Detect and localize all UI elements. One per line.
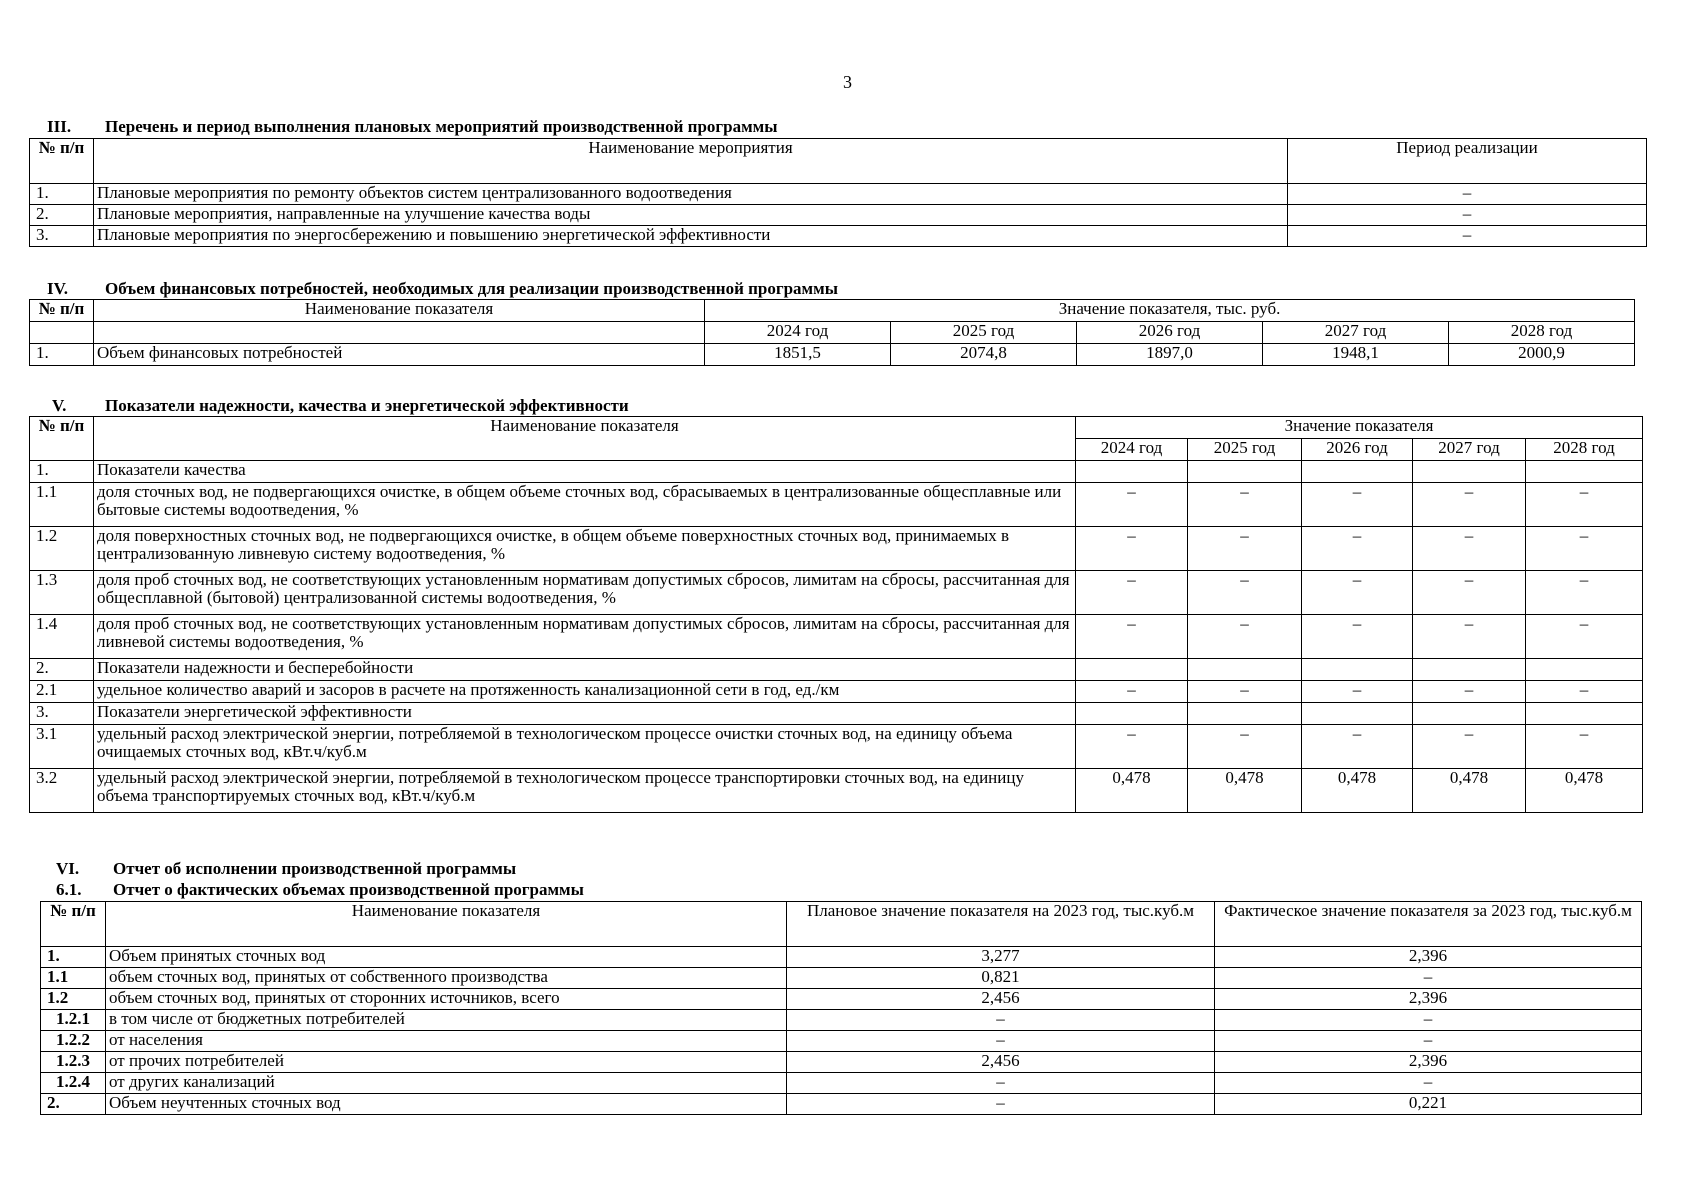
- row-no: 3.2: [30, 769, 94, 813]
- row-no: 1.: [30, 344, 94, 366]
- year-header: 2026 год: [1077, 322, 1263, 344]
- row-no: 2.1: [30, 681, 94, 703]
- row-value: [1526, 461, 1643, 483]
- year-header: 2025 год: [891, 322, 1077, 344]
- row-value: –: [1302, 483, 1413, 527]
- section-4-heading: [47, 279, 838, 298]
- row-no: 1.2: [41, 989, 106, 1010]
- row-value: –: [1526, 483, 1643, 527]
- row-value: 1897,0: [1077, 344, 1263, 366]
- row-name: удельный расход электрической энергии, потребляемой в технологическом процессе очистки сточных вод, на единицу объема очищаемых сточных вод, кВт.ч/куб.м: [94, 725, 1076, 769]
- header-no: № п/п: [30, 139, 94, 184]
- table-row: [30, 769, 1643, 813]
- row-name: доля проб сточных вод, не соответствующих установленным нормативам допустимых сбросов, лимитам на сбросы, рассчитанная для общесплавной (бытовой) централизованной системы водоотведения, %: [94, 571, 1076, 615]
- row-name: доля поверхностных сточных вод, не подвергающихся очистке, в общем объеме поверхностных сточных вод, принимаемых в централизованную ливневую систему водоотведения, %: [94, 527, 1076, 571]
- table-header-row: [30, 417, 1643, 439]
- row-fact: –: [1215, 1031, 1642, 1052]
- row-value: [1302, 703, 1413, 725]
- header-name: Наименование показателя: [106, 902, 787, 947]
- section-6-heading: [56, 859, 517, 878]
- year-header: 2024 год: [1076, 439, 1188, 461]
- row-value: 2000,9: [1449, 344, 1635, 366]
- row-name: объем сточных вод, принятых от собственного производства: [106, 968, 787, 989]
- header-period: Период реализации: [1288, 139, 1647, 184]
- row-value: 0,478: [1413, 769, 1526, 813]
- row-value: –: [1413, 571, 1526, 615]
- table-row: [30, 571, 1643, 615]
- table-row: [30, 659, 1643, 681]
- header-no-cont: [30, 322, 94, 344]
- section-5-table: [29, 416, 1643, 813]
- row-value: [1076, 659, 1188, 681]
- header-value: Значение показателя: [1076, 417, 1643, 439]
- row-plan: –: [787, 1094, 1215, 1115]
- row-value: –: [1413, 483, 1526, 527]
- row-no: 1.3: [30, 571, 94, 615]
- row-name: от других канализаций: [106, 1073, 787, 1094]
- row-no: 1.: [41, 947, 106, 968]
- row-name: Показатели надежности и бесперебойности: [94, 659, 1076, 681]
- row-fact: –: [1215, 968, 1642, 989]
- section-6-1-title: Отчет о фактических объемах производственной программы: [113, 880, 584, 899]
- row-value: –: [1302, 571, 1413, 615]
- row-name: Объем принятых сточных вод: [106, 947, 787, 968]
- year-header: 2024 год: [705, 322, 891, 344]
- year-header: 2025 год: [1188, 439, 1302, 461]
- row-value: [1076, 703, 1188, 725]
- table-row: [41, 1094, 1642, 1115]
- table-row: [30, 681, 1643, 703]
- row-name: Показатели энергетической эффективности: [94, 703, 1076, 725]
- section-5-number: V.: [52, 396, 67, 415]
- row-name: удельное количество аварий и засоров в расчете на протяженность канализационной сети в год, ед./км: [94, 681, 1076, 703]
- row-name: Плановые мероприятия по энергосбережению и повышению энергетической эффективности: [94, 226, 1288, 247]
- row-value: –: [1413, 615, 1526, 659]
- row-plan: 3,277: [787, 947, 1215, 968]
- row-fact: 2,396: [1215, 989, 1642, 1010]
- row-value: –: [1188, 527, 1302, 571]
- table-row: [30, 344, 1635, 366]
- section-3-table: [29, 138, 1647, 247]
- section-3-number: III.: [47, 117, 72, 136]
- page-number: 3: [843, 72, 852, 92]
- row-period: –: [1288, 226, 1647, 247]
- section-3-title: Перечень и период выполнения плановых мероприятий производственной программы: [105, 117, 778, 136]
- row-value: –: [1526, 615, 1643, 659]
- row-value: –: [1188, 615, 1302, 659]
- table-row: [30, 226, 1647, 247]
- section-5-title: Показатели надежности, качества и энергетической эффективности: [105, 396, 629, 415]
- row-value: –: [1076, 527, 1188, 571]
- row-value: [1413, 659, 1526, 681]
- row-no: 1.2: [30, 527, 94, 571]
- row-period: –: [1288, 184, 1647, 205]
- row-name: Объем неучтенных сточных вод: [106, 1094, 787, 1115]
- table-row: [30, 184, 1647, 205]
- row-no: 1.2.2: [41, 1031, 106, 1052]
- row-name: Объем финансовых потребностей: [94, 344, 705, 366]
- row-value: –: [1076, 571, 1188, 615]
- row-no: 2.: [41, 1094, 106, 1115]
- row-name: удельный расход электрической энергии, потребляемой в технологическом процессе транспортировки сточных вод, на единицу объема транспортируемых сточных вод, кВт.ч/куб.м: [94, 769, 1076, 813]
- row-fact: –: [1215, 1073, 1642, 1094]
- header-no: № п/п: [30, 300, 94, 322]
- row-period: –: [1288, 205, 1647, 226]
- row-no: 1.1: [30, 483, 94, 527]
- row-value: [1188, 659, 1302, 681]
- row-value: –: [1526, 571, 1643, 615]
- row-no: 1.4: [30, 615, 94, 659]
- row-value: [1188, 703, 1302, 725]
- row-no: 1.2.1: [41, 1010, 106, 1031]
- row-value: 0,478: [1076, 769, 1188, 813]
- year-header: 2027 год: [1263, 322, 1449, 344]
- row-name: Плановые мероприятия, направленные на улучшение качества воды: [94, 205, 1288, 226]
- table-header-row: [41, 902, 1642, 947]
- header-plan: Плановое значение показателя на 2023 год, тыс.куб.м: [787, 902, 1215, 947]
- row-value: –: [1188, 571, 1302, 615]
- section-3-heading: [47, 117, 778, 136]
- row-no: 1.2.3: [41, 1052, 106, 1073]
- row-name: Плановые мероприятия по ремонту объектов систем централизованного водоотведения: [94, 184, 1288, 205]
- row-value: 0,478: [1188, 769, 1302, 813]
- row-plan: –: [787, 1073, 1215, 1094]
- header-no: № п/п: [30, 417, 94, 461]
- row-plan: –: [787, 1031, 1215, 1052]
- row-value: –: [1302, 615, 1413, 659]
- row-value: [1526, 703, 1643, 725]
- year-header: 2027 год: [1413, 439, 1526, 461]
- row-name: доля сточных вод, не подвергающихся очистке, в общем объеме сточных вод, сбрасываемых в централизованные общесплавные или бытовые системы водоотведения, %: [94, 483, 1076, 527]
- table-row: [30, 461, 1643, 483]
- table-row: [41, 1031, 1642, 1052]
- row-value: –: [1076, 483, 1188, 527]
- row-value: 0,478: [1526, 769, 1643, 813]
- row-value: –: [1413, 527, 1526, 571]
- row-value: [1076, 461, 1188, 483]
- table-row: [30, 615, 1643, 659]
- section-6-number: VI.: [56, 859, 80, 878]
- year-header: 2026 год: [1302, 439, 1413, 461]
- row-fact: 2,396: [1215, 1052, 1642, 1073]
- row-value: –: [1188, 483, 1302, 527]
- header-no: № п/п: [41, 902, 106, 947]
- table-header-row: [30, 139, 1647, 184]
- header-fact: Фактическое значение показателя за 2023 год, тыс.куб.м: [1215, 902, 1642, 947]
- section-4-number: IV.: [47, 279, 68, 298]
- row-plan: 2,456: [787, 1052, 1215, 1073]
- row-value: –: [1413, 681, 1526, 703]
- table-row: [41, 1010, 1642, 1031]
- row-value: –: [1076, 615, 1188, 659]
- table-row: [30, 703, 1643, 725]
- row-value: [1188, 461, 1302, 483]
- row-value: –: [1526, 527, 1643, 571]
- row-value: –: [1526, 681, 1643, 703]
- row-no: 2.: [30, 659, 94, 681]
- row-value: 1851,5: [705, 344, 891, 366]
- year-header: 2028 год: [1526, 439, 1643, 461]
- row-value: –: [1302, 725, 1413, 769]
- row-name: Показатели качества: [94, 461, 1076, 483]
- header-value: Значение показателя, тыс. руб.: [705, 300, 1635, 322]
- row-value: –: [1302, 527, 1413, 571]
- row-value: [1302, 659, 1413, 681]
- row-no: 2.: [30, 205, 94, 226]
- row-name: от прочих потребителей: [106, 1052, 787, 1073]
- row-value: –: [1302, 681, 1413, 703]
- row-plan: 0,821: [787, 968, 1215, 989]
- header-name: Наименование показателя: [94, 417, 1076, 461]
- row-plan: 2,456: [787, 989, 1215, 1010]
- row-value: 0,478: [1302, 769, 1413, 813]
- row-value: [1413, 461, 1526, 483]
- table-header-row: [30, 300, 1635, 322]
- row-name: от населения: [106, 1031, 787, 1052]
- year-header: 2028 год: [1449, 322, 1635, 344]
- table-row: [41, 947, 1642, 968]
- row-name: в том числе от бюджетных потребителей: [106, 1010, 787, 1031]
- row-fact: 0,221: [1215, 1094, 1642, 1115]
- section-5-heading: [52, 396, 629, 415]
- row-value: –: [1076, 725, 1188, 769]
- table-row: [41, 989, 1642, 1010]
- row-value: 2074,8: [891, 344, 1077, 366]
- row-name: объем сточных вод, принятых от сторонних источников, всего: [106, 989, 787, 1010]
- row-name: доля проб сточных вод, не соответствующих установленным нормативам допустимых сбросов, лимитам на сбросы, рассчитанная для ливневой системы водоотведения, %: [94, 615, 1076, 659]
- header-name: Наименование показателя: [94, 300, 705, 322]
- table-row: [41, 968, 1642, 989]
- row-value: –: [1188, 681, 1302, 703]
- table-row: [30, 205, 1647, 226]
- row-no: 1.: [30, 461, 94, 483]
- table-row: [30, 527, 1643, 571]
- row-no: 3.1: [30, 725, 94, 769]
- section-6-table: [40, 901, 1642, 1115]
- table-row: [30, 725, 1643, 769]
- row-value: –: [1188, 725, 1302, 769]
- table-header-row: [30, 322, 1635, 344]
- table-row: [41, 1052, 1642, 1073]
- row-value: –: [1076, 681, 1188, 703]
- header-name: Наименование мероприятия: [94, 139, 1288, 184]
- row-value: [1413, 703, 1526, 725]
- row-value: –: [1413, 725, 1526, 769]
- row-value: [1302, 461, 1413, 483]
- section-6-title: Отчет об исполнении производственной программы: [113, 859, 517, 878]
- section-4-title: Объем финансовых потребностей, необходимых для реализации производственной программы: [105, 279, 838, 298]
- row-plan: –: [787, 1010, 1215, 1031]
- row-no: 3.: [30, 703, 94, 725]
- row-no: 1.: [30, 184, 94, 205]
- row-fact: –: [1215, 1010, 1642, 1031]
- header-name-cont: [94, 322, 705, 344]
- row-no: 1.1: [41, 968, 106, 989]
- row-no: 1.2.4: [41, 1073, 106, 1094]
- section-4-table: [29, 299, 1635, 366]
- section-6-1-heading: [56, 880, 584, 899]
- section-6-1-number: 6.1.: [56, 880, 82, 899]
- table-row: [41, 1073, 1642, 1094]
- table-row: [30, 483, 1643, 527]
- row-value: [1526, 659, 1643, 681]
- row-value: –: [1526, 725, 1643, 769]
- row-no: 3.: [30, 226, 94, 247]
- row-fact: 2,396: [1215, 947, 1642, 968]
- row-value: 1948,1: [1263, 344, 1449, 366]
